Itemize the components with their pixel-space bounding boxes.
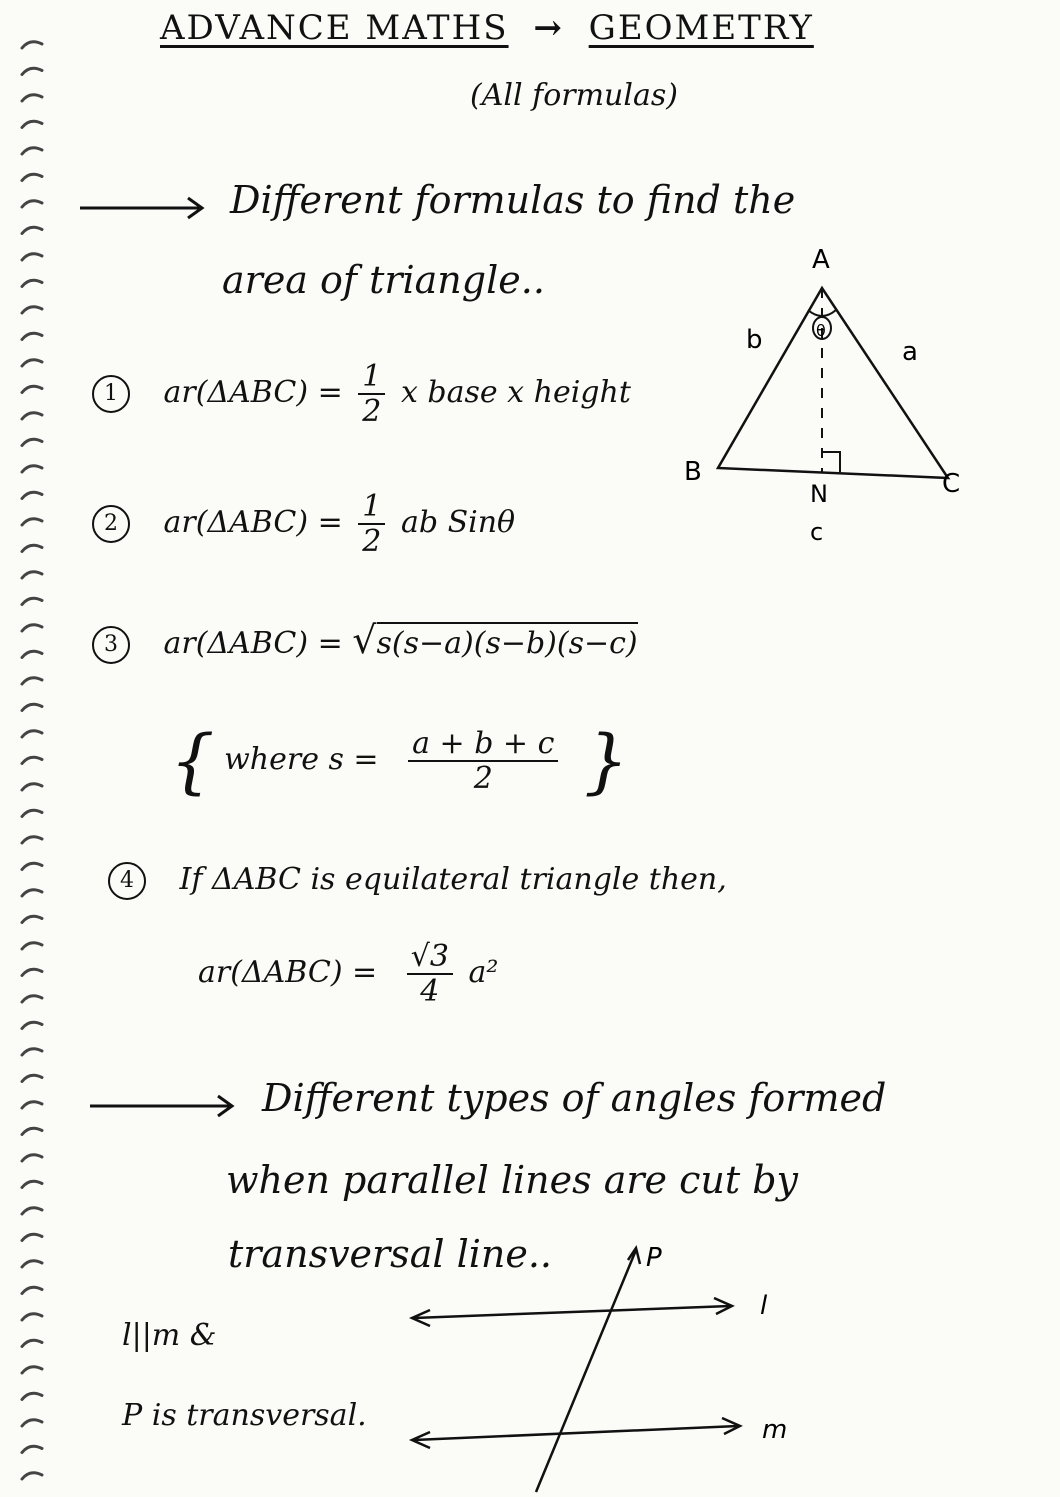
spiral-mark	[22, 704, 42, 710]
spiral-mark	[22, 678, 42, 684]
spiral-mark	[22, 943, 42, 949]
spiral-mark	[22, 413, 42, 419]
formula-1-frac-den: 2	[362, 394, 382, 429]
spiral-mark	[22, 1049, 42, 1055]
spiral-mark	[22, 121, 42, 127]
transversal-p	[536, 1250, 636, 1492]
spiral-mark	[22, 810, 42, 816]
line-l	[414, 1306, 730, 1318]
spiral-mark	[22, 201, 42, 207]
where-fraction	[408, 727, 558, 795]
spiral-mark	[22, 1393, 42, 1399]
section1-heading-line1: Different formulas to find the	[230, 178, 796, 222]
spiral-mark	[22, 996, 42, 1002]
triangle-diagram	[670, 240, 990, 560]
spiral-mark	[22, 1155, 42, 1161]
spiral-mark	[22, 1367, 42, 1373]
formula-2-frac-num: 1	[358, 490, 385, 525]
spiral-mark	[22, 1287, 42, 1293]
section2-heading-line3: transversal line..	[228, 1232, 553, 1276]
formula-3-lhs: ar(ΔABC) =	[163, 626, 343, 661]
formula-1	[92, 360, 631, 428]
spiral-mark	[22, 466, 42, 472]
where-label: where s =	[224, 742, 379, 777]
formula-2-rhs: ab Sinθ	[400, 505, 516, 540]
label-m: m	[762, 1415, 788, 1445]
parallel-lines-diagram	[390, 1230, 820, 1497]
spiral-mark	[22, 519, 42, 525]
spiral-mark	[22, 837, 42, 843]
where-frac-den: 2	[473, 761, 493, 796]
spiral-mark	[22, 95, 42, 101]
spiral-mark	[22, 916, 42, 922]
spiral-mark	[22, 174, 42, 180]
where-open-brace: {	[170, 720, 215, 802]
formula-2-fraction	[358, 490, 385, 558]
spiral-mark	[22, 863, 42, 869]
formula-3-sqrt-sign: √	[352, 618, 377, 662]
title-part2: GEOMETRY	[588, 8, 814, 48]
formula-2-number: 2	[92, 505, 130, 543]
formula-3-number: 3	[92, 626, 130, 664]
spiral-mark	[22, 280, 42, 286]
formula-2-frac-den: 2	[362, 524, 382, 559]
spiral-mark	[22, 651, 42, 657]
triangle-abc	[718, 288, 948, 478]
spiral-mark	[22, 1420, 42, 1426]
spiral-mark	[22, 731, 42, 737]
formula-3	[92, 618, 638, 664]
spiral-mark	[22, 386, 42, 392]
where-close-brace: }	[583, 720, 629, 802]
spiral-mark	[22, 307, 42, 313]
spiral-mark	[22, 254, 42, 260]
formula-4-frac-num: √3	[407, 940, 453, 975]
spiral-mark	[22, 572, 42, 578]
spiral-mark	[22, 439, 42, 445]
label-theta: θ	[816, 321, 826, 340]
formula-2	[92, 490, 515, 558]
title-part1: ADVANCE MATHS	[160, 8, 509, 48]
formula-1-rhs: x base x height	[400, 375, 631, 410]
formula-4-fraction	[407, 940, 453, 1008]
spiral-mark	[22, 757, 42, 763]
formula-2-lhs: ar(ΔABC) =	[163, 505, 343, 540]
note-transversal: P is transversal.	[122, 1398, 367, 1433]
label-side-a: a	[902, 337, 918, 367]
formula-3-radicand: s(s−a)(s−b)(s−c)	[377, 622, 638, 661]
spiral-mark	[22, 360, 42, 366]
section1-arrow	[70, 190, 220, 220]
notebook-spiral	[0, 0, 70, 1497]
spiral-mark	[22, 42, 42, 48]
label-p: P	[646, 1243, 662, 1273]
spiral-mark	[22, 1181, 42, 1187]
formula-1-number: 1	[92, 375, 130, 413]
spiral-mark	[22, 1102, 42, 1108]
spiral-mark	[22, 492, 42, 498]
label-a-vertex: A	[812, 245, 830, 275]
section2-arrow	[80, 1090, 250, 1120]
formula-4-lhs: ar(ΔABC) =	[198, 955, 378, 990]
label-n-foot: N	[810, 480, 828, 508]
spiral-mark	[22, 68, 42, 74]
spiral-mark	[22, 890, 42, 896]
formula-4-condition	[108, 862, 727, 900]
page-subtitle: (All formulas)	[470, 78, 678, 113]
spiral-mark	[22, 1446, 42, 1452]
title-arrow: →	[533, 8, 564, 48]
label-c-vertex: C	[942, 469, 961, 499]
where-clause	[170, 720, 629, 802]
spiral-mark	[22, 969, 42, 975]
spiral-mark	[22, 227, 42, 233]
label-side-b: b	[746, 325, 763, 355]
section1-heading-line2: area of triangle..	[222, 258, 545, 302]
spiral-mark	[22, 598, 42, 604]
section2-heading-line1: Different types of angles formed	[262, 1076, 887, 1120]
formula-4-rhs: a²	[468, 955, 499, 990]
spiral-mark	[22, 148, 42, 154]
right-angle-mark	[822, 452, 840, 472]
spiral-mark	[22, 625, 42, 631]
page-title	[160, 8, 814, 48]
label-side-c: c	[810, 518, 824, 546]
spiral-mark	[22, 1128, 42, 1134]
spiral-mark	[22, 545, 42, 551]
line-m	[414, 1426, 738, 1440]
section2-heading-line2: when parallel lines are cut by	[226, 1158, 799, 1202]
formula-4-text: If ΔABC is equilateral triangle then,	[179, 862, 727, 897]
label-b-vertex: B	[684, 457, 702, 487]
formula-1-fraction	[358, 360, 385, 428]
spiral-mark	[22, 1022, 42, 1028]
spiral-mark	[22, 1234, 42, 1240]
where-frac-num: a + b + c	[408, 727, 558, 762]
spiral-mark	[22, 1314, 42, 1320]
spiral-mark	[22, 333, 42, 339]
formula-1-lhs: ar(ΔABC) =	[163, 375, 343, 410]
formula-1-frac-num: 1	[358, 360, 385, 395]
spiral-mark	[22, 1075, 42, 1081]
spiral-mark	[22, 1208, 42, 1214]
formula-4-number: 4	[108, 862, 146, 900]
formula-4-frac-den: 4	[420, 974, 440, 1009]
spiral-mark	[22, 1340, 42, 1346]
spiral-mark	[22, 1473, 42, 1479]
spiral-mark	[22, 784, 42, 790]
spiral-mark	[22, 1261, 42, 1267]
formula-4	[198, 940, 498, 1008]
note-parallel: l||m &	[122, 1318, 217, 1353]
label-l: l	[760, 1291, 768, 1321]
